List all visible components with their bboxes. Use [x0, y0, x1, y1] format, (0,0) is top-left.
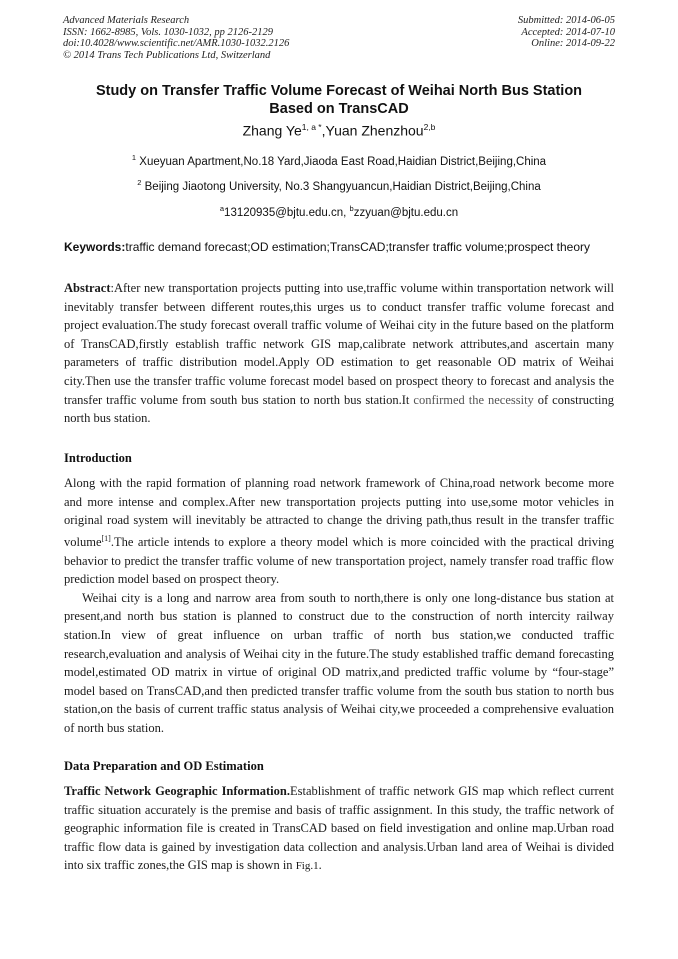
figure-ref[interactable]: Fig.1 [295, 860, 319, 873]
abstract [64, 279, 614, 428]
abstract-text-2: of constructing north bus station. [64, 392, 614, 426]
title-line-2: Based on TransCAD [269, 101, 409, 117]
affiliation-1 [0, 153, 678, 168]
data-prep-end: . [318, 858, 322, 873]
affiliation-2-text: Beijing Jiaotong University, No.3 Shangyuancun,Haidian District,Beijing,China [144, 180, 541, 193]
title-line-1: Study on Transfer Traffic Volume Forecast of Weihai North Bus Station [95, 83, 583, 99]
affiliation-1-num: 1 [131, 153, 137, 162]
data-prep-text: Establishment of traffic network GIS map which reflect current traffic situation accurately is the premise and basis of traffic assignment. In this study, the traffic network of geographic information file is created in TransCAD based on field investigation and online map.Urban road traffic flow data is gained by investigation data collection and analysis.Urban land area of Weihai is divided into six traffic zones,the GIS map is shown in [64, 784, 614, 873]
email-b[interactable]: zzyuan@bjtu.edu.cn [353, 206, 459, 219]
email-a-sup: a [219, 204, 225, 213]
abstract-text-1: :After new transportation projects putting into use,traffic volume within transportation network will inevitably transfer between different routes,this urges us to conduct transfer traffic volume forecast and project evaluation.The study forecast overall traffic volume of Weihai city in the future based on the platform of TransCAD,firstly establish traffic network GIS map,calibrate network attributes,and ascertain many parameters of traffic distribution model.Apply OD estimation to get reasonable OD matrix of Weihai city.Then use the transfer traffic volume forecast model based on prospect theory to forecast and analysis the transfer traffic volume from south bus station to north bus station.It [64, 281, 614, 407]
author-separator: , [321, 122, 326, 139]
abstract-gray-text: confirmed the necessity [413, 392, 534, 407]
author-2: Yuan Zhenzhou [325, 122, 424, 139]
data-prep-body [64, 782, 614, 876]
intro-p1-text-b: .The article intends to explore a theory model which is more coincided with the practical driving behavior to predict the transfer traffic volume of new transportation project, namely transfer road traffic flow prediction model based on prospect theory. [64, 534, 614, 587]
keywords-label: Keywords: [64, 240, 126, 254]
data-prep-heading: Data Preparation and OD Estimation [64, 759, 264, 773]
emails [0, 204, 678, 219]
header-left [63, 15, 289, 61]
online-date: Online: 2014-09-22 [531, 38, 615, 49]
keywords [64, 240, 614, 254]
affiliation-2 [0, 178, 678, 193]
data-prep-subheading: Traffic Network Geographic Information. [64, 784, 290, 798]
abstract-label: Abstract [64, 281, 111, 295]
paper-title [40, 82, 638, 118]
issn-line: ISSN: 1662-8985, Vols. 1030-1032, pp 2126-2129 [63, 26, 273, 38]
author-list [0, 122, 678, 139]
author-1-affil: 1, a * [301, 122, 322, 132]
email-b-sup: b [349, 204, 354, 213]
author-1: Zhang Ye [242, 122, 302, 139]
submitted-date: Submitted: 2014-06-05 [517, 15, 615, 26]
introduction-body [64, 474, 614, 737]
intro-paragraph-1 [64, 474, 614, 589]
intro-p1-text-a: Along with the rapid formation of planning road network framework of China,road network become more and more intense and complex.After new transportation projects putting into use,some motor vehicles in original road system will inevitably be attracted to change the driving path,thus result in the transfer traffic volume [64, 476, 614, 549]
email-a[interactable]: 13120935@bjtu.edu.cn, [224, 206, 350, 219]
accepted-date: Accepted: 2014-07-10 [521, 26, 615, 38]
copyright-line: © 2014 Trans Tech Publications Ltd, Switzerland [63, 49, 271, 61]
introduction-heading: Introduction [64, 451, 132, 465]
author-2-affil: 2,b [423, 122, 436, 132]
affiliation-2-num: 2 [137, 178, 142, 187]
intro-paragraph-2: Weihai city is a long and narrow area from south to north,there is only one long-distance bus station at present,and north bus station is planned to construct due to the construction of north intercity railway station.In view of great influence on urban traffic of north bus station,we conducted traffic research,evaluation and analysis of Weihai city in the future.The study established traffic demand forecasting model,estimated OD matrix in virtue of original OD matrix,and predicted traffic volume by “four-stage” model based on TransCAD,and then predicted transfer traffic volume from the south bus station to north bus station,on the basis of current traffic status analysis of Weihai city,we proceeded a comprehensive evaluation of north bus station. [64, 590, 614, 735]
keywords-text: traffic demand forecast;OD estimation;TransCAD;transfer traffic volume;prospect theory [125, 240, 590, 254]
journal-name: Advanced Materials Research [63, 15, 190, 26]
publication-header [63, 15, 615, 61]
citation-ref[interactable]: [1] [101, 533, 111, 543]
doi-line: doi:10.4028/www.scientific.net/AMR.1030-1032.2126 [63, 38, 290, 49]
affiliation-1-text: Xueyuan Apartment,No.18 Yard,Jiaoda East Road,Haidian District,Beijing,China [139, 155, 547, 168]
header-right [518, 15, 615, 50]
